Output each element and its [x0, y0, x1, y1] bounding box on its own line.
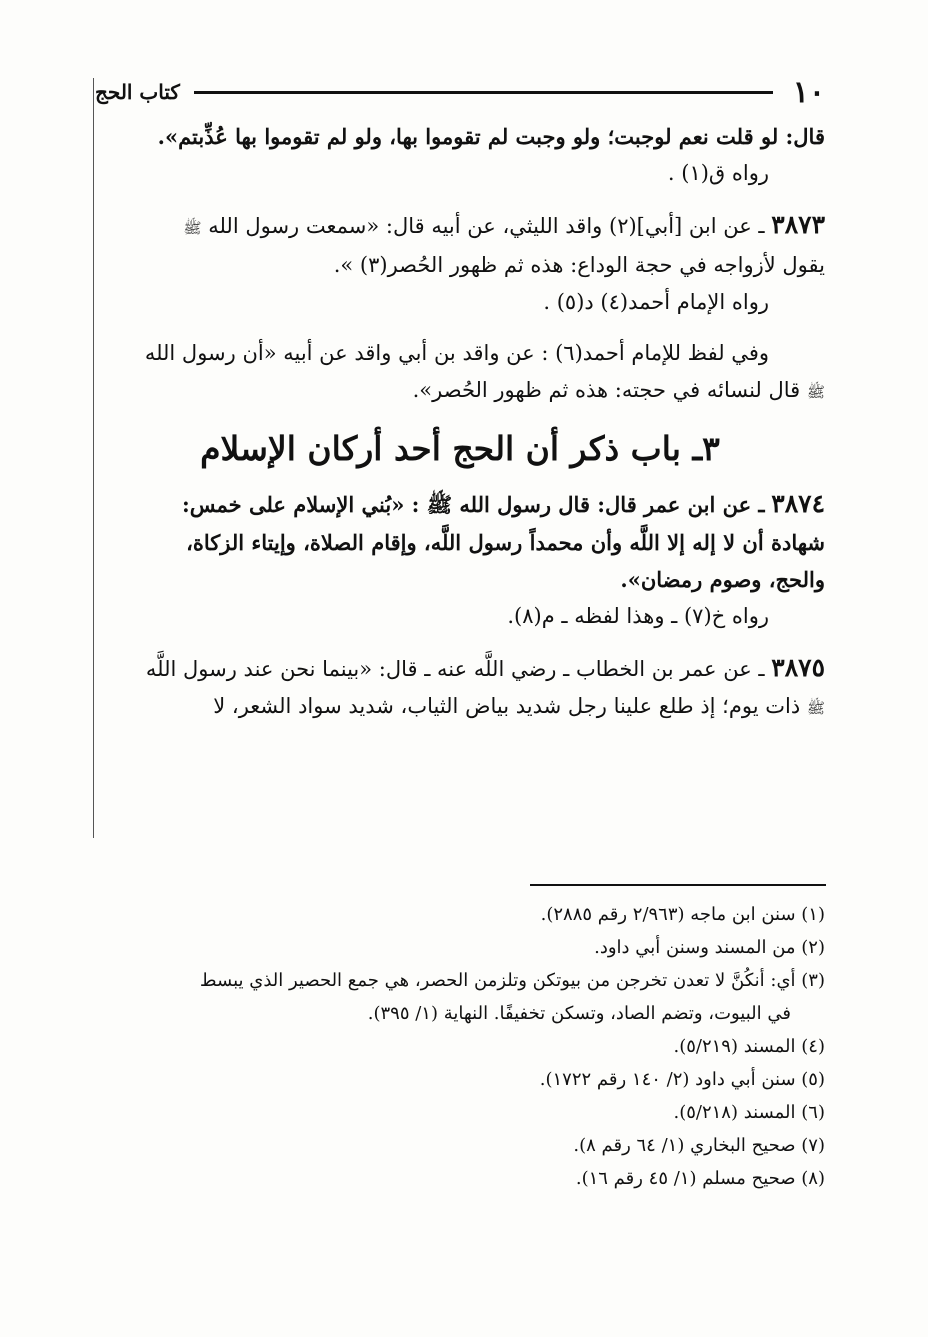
text-line: قال: لو قلت نعم لوجبت؛ ولو وجبت لم تقوموا بها، ولو لم تقوموا بها عُذِّبتم».: [157, 124, 825, 149]
hadith-3875: [95, 649, 825, 688]
footnote: (٣) أي: أنكُنَّ لا تعدن تخرجن من بيوتكن وتلزمن الحصر، هي جمع الحصير الذي يبسط: [199, 970, 825, 991]
text-line: [95, 688, 825, 727]
page-number: ١٠: [792, 74, 825, 110]
salla-honorific: ﷺ: [183, 219, 202, 237]
page-header: [95, 72, 825, 112]
footnote: (٥) سنن أبي داود (٢/ ١٤٠ رقم ١٧٢٢).: [539, 1069, 825, 1090]
salla-honorific: ﷺ: [806, 699, 825, 717]
text-line: قال لنسائه في حجته: هذه ثم ظهور الحُصر».: [412, 378, 801, 402]
text-line: ـ عن ابن [أبي](٢) واقد الليثي، عن أبيه قال: «سمعت رسول الله: [208, 214, 765, 238]
text-line: [95, 372, 825, 411]
hadith-number: ٣٨٧٥: [771, 653, 825, 682]
text-line: رواه ق(١) .: [667, 161, 769, 185]
text-line: والحج، وصوم رمضان».: [620, 567, 825, 592]
salla-honorific: ﷺ: [806, 383, 825, 401]
text-line: وفي لفظ للإمام أحمد(٦) : عن واقد بن أبي واقد عن أبيه «أن رسول الله: [144, 341, 769, 365]
hadith-3874: [95, 485, 825, 524]
hadith-number: ٣٨٧٤: [771, 489, 825, 518]
book-title: كتاب الحج: [95, 80, 180, 104]
text-line: رواه الإمام أحمد(٤) د(٥) .: [543, 290, 769, 314]
text-line: شهادة أن لا إله إلا اللَّه وأن محمداً رسول اللَّه، وإقام الصلاة، وإيتاء الزكاة،: [186, 530, 825, 555]
footnote-rule: [530, 884, 826, 886]
text-line: ذات يوم؛ إذ طلع علينا رجل شديد بياض الثياب، شديد سواد الشعر، لا: [213, 694, 801, 718]
hadith-number: ٣٨٧٣: [771, 210, 825, 239]
footnote: (٢) من المسند وسنن أبي داود.: [594, 937, 825, 958]
footnote: (٤) المسند (٥/٢١٩).: [673, 1036, 825, 1057]
footnotes: [95, 898, 825, 1195]
text-line: رواه خ(٧) ـ وهذا لفظه ـ م(٨).: [507, 604, 769, 628]
footnote: (٨) صحيح مسلم (١/ ٤٥ رقم ١٦).: [575, 1168, 825, 1189]
footnote: (١) سنن ابن ماجه (٢/٩٦٣ رقم ٢٨٨٥).: [540, 904, 825, 925]
text-line: ـ عن ابن عمر قال: قال رسول الله ﷺ : «بُني الإسلام على خمس:: [182, 492, 765, 517]
text-line: ـ عن عمر بن الخطاب ـ رضي اللَّه عنه ـ قال: «بينما نحن عند رسول اللَّه: [145, 657, 765, 681]
chapter-title: ٣ـ باب ذكر أن الحج أحد أركان الإسلام: [200, 429, 720, 468]
margin-line: [93, 78, 94, 838]
hadith-3873: [95, 206, 825, 247]
header-rule: [194, 91, 773, 94]
footnote: (٦) المسند (٥/٢١٨).: [673, 1102, 825, 1123]
text-line: يقول لأزواجه في حجة الوداع: هذه ثم ظهور الحُصر(٣) ».: [333, 253, 825, 277]
main-text: [95, 118, 825, 727]
footnote-continuation: في البيوت، وتضم الصاد، وتسكن تخفيفًا. النهاية (١/ ٣٩٥).: [367, 1003, 791, 1024]
footnote: (٧) صحيح البخاري (١/ ٦٤ رقم ٨).: [573, 1135, 825, 1156]
